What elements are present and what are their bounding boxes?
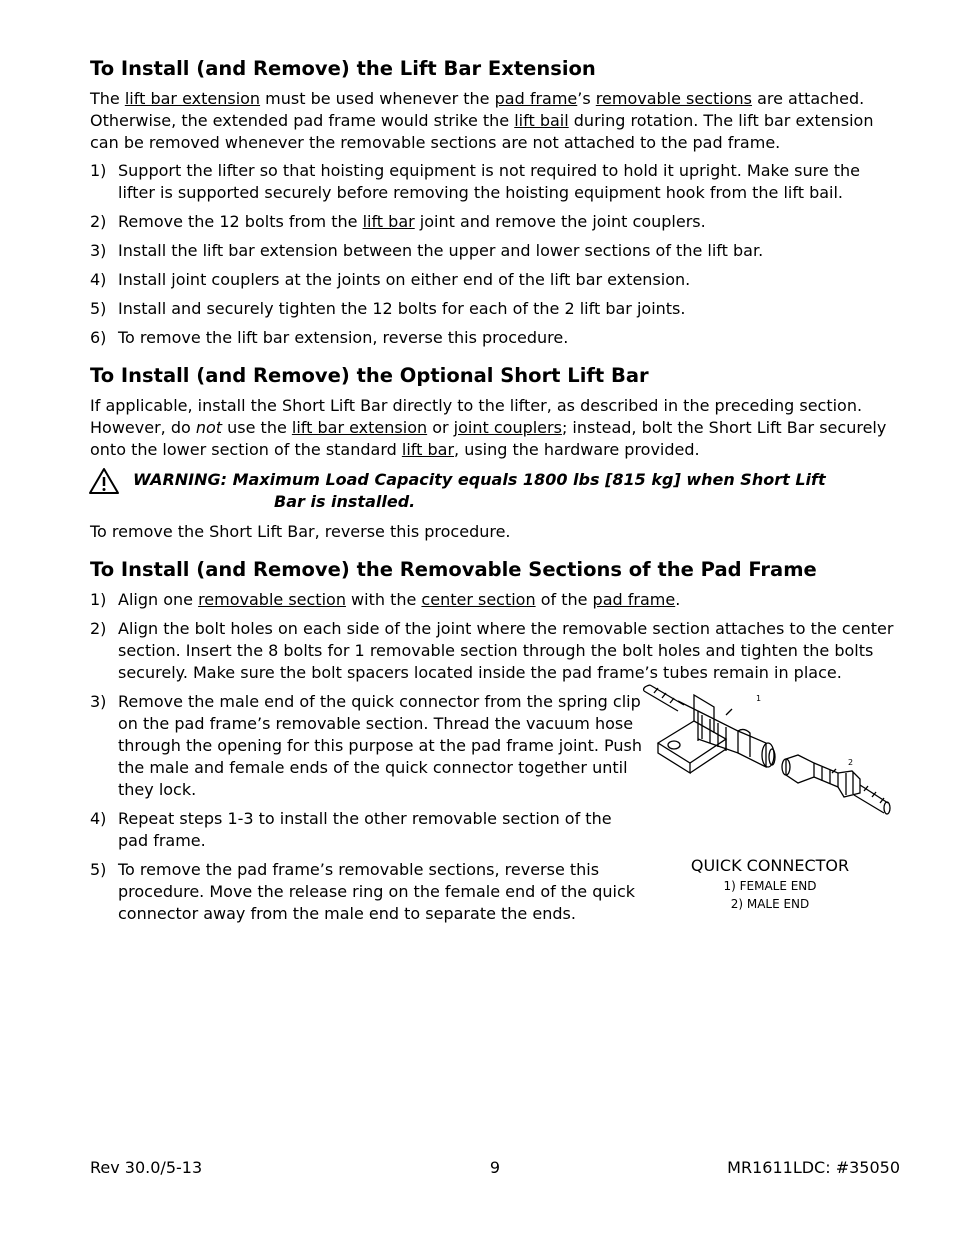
section-intro: The lift bar extension must be used whenever the pad frame’s removable sections are attached. Otherwise, the extended pad frame would strike the lift bail during rotation. The lift bar extension can be removed whenever the removable sections are not attached to the pad frame. <box>90 89 874 152</box>
list-item: 3) Remove the male end of the quick connector from the spring clip on the pad frame’s removable section. Thread the vacuum hose through the opening for this purpose at the pad frame joint. Push the male and female ends of the quick connector together until they lock. <box>90 692 642 799</box>
list-item: 3) Install the lift bar extension between the upper and lower sections of the lift bar. <box>90 241 764 260</box>
figure-legend-female: 1) FEMALE END <box>723 879 817 893</box>
list-item: 2) Remove the 12 bolts from the lift bar joint and remove the joint couplers. <box>90 212 706 231</box>
section-title: To Install (and Remove) the Optional Short Lift Bar <box>90 364 649 387</box>
quick-connector-illustration <box>638 681 902 849</box>
warning-text: WARNING: Maximum Load Capacity equals 1800 lbs [815 kg] when Short Lift <box>133 470 826 489</box>
list-item: 5) To remove the pad frame’s removable sections, reverse this procedure. Move the release ring on the female end of the quick connector away from the male end to separate the ends. <box>90 860 636 923</box>
section-removable-sections <box>90 557 900 925</box>
section-title: To Install (and Remove) the Lift Bar Extension <box>90 57 596 80</box>
section-title: To Install (and Remove) the Removable Sections of the Pad Frame <box>90 558 817 581</box>
document-id: MR1611LDC: #35050 <box>727 1158 900 1177</box>
figure-caption: QUICK CONNECTOR <box>690 856 850 875</box>
steps-list <box>90 160 900 349</box>
warning-icon <box>88 467 120 501</box>
warning-text-continued: Bar is installed. <box>274 492 416 511</box>
figure-legend-male: 2) MALE END <box>730 897 810 911</box>
list-item: 4) Install joint couplers at the joints on either end of the lift bar extension. <box>90 270 691 289</box>
revision-label: Rev 30.0/5-13 <box>90 1158 203 1177</box>
figure-label-1: 1 <box>756 694 762 703</box>
section-intro: If applicable, install the Short Lift Bar directly to the lifter, as described in the preceding section. However, do not use the lift bar extension or joint couplers; instead, bolt the Short Lift Bar securely onto the lower section of the standard lift bar, using the hardware provided. <box>90 396 887 459</box>
list-item: 4) Repeat steps 1-3 to install the other removable section of the pad frame. <box>90 809 612 850</box>
steps-with-figure <box>90 691 900 925</box>
figure-label-2: 2 <box>848 758 854 767</box>
list-item: 1) Support the lifter so that hoisting equipment is not required to hold it upright. Make sure the lifter is supported securely before removing the hoisting equipment hook from the lift bail. <box>90 161 861 202</box>
quick-connector-figure <box>638 681 902 913</box>
list-item: 1) Align one removable section with the center section of the pad frame. <box>90 590 681 609</box>
list-item: 5) Install and securely tighten the 12 bolts for each of the 2 lift bar joints. <box>90 299 686 318</box>
section-short-lift-bar <box>90 363 900 543</box>
list-item: 2) Align the bolt holes on each side of the joint where the removable section attaches to the center section. Insert the 8 bolts for 1 removable section through the bolt holes and tighten the bolts securely. Make sure the bolt spacers located inside the pad frame’s tubes remain in place. <box>90 619 894 682</box>
section-outro: To remove the Short Lift Bar, reverse this procedure. <box>90 522 511 541</box>
section-lift-bar-extension <box>90 56 900 349</box>
list-item: 6) To remove the lift bar extension, reverse this procedure. <box>90 328 569 347</box>
steps-list <box>90 589 900 684</box>
steps-list <box>90 691 642 925</box>
page-content <box>90 56 900 939</box>
warning-box <box>90 469 900 513</box>
page-number: 9 <box>489 1158 501 1177</box>
